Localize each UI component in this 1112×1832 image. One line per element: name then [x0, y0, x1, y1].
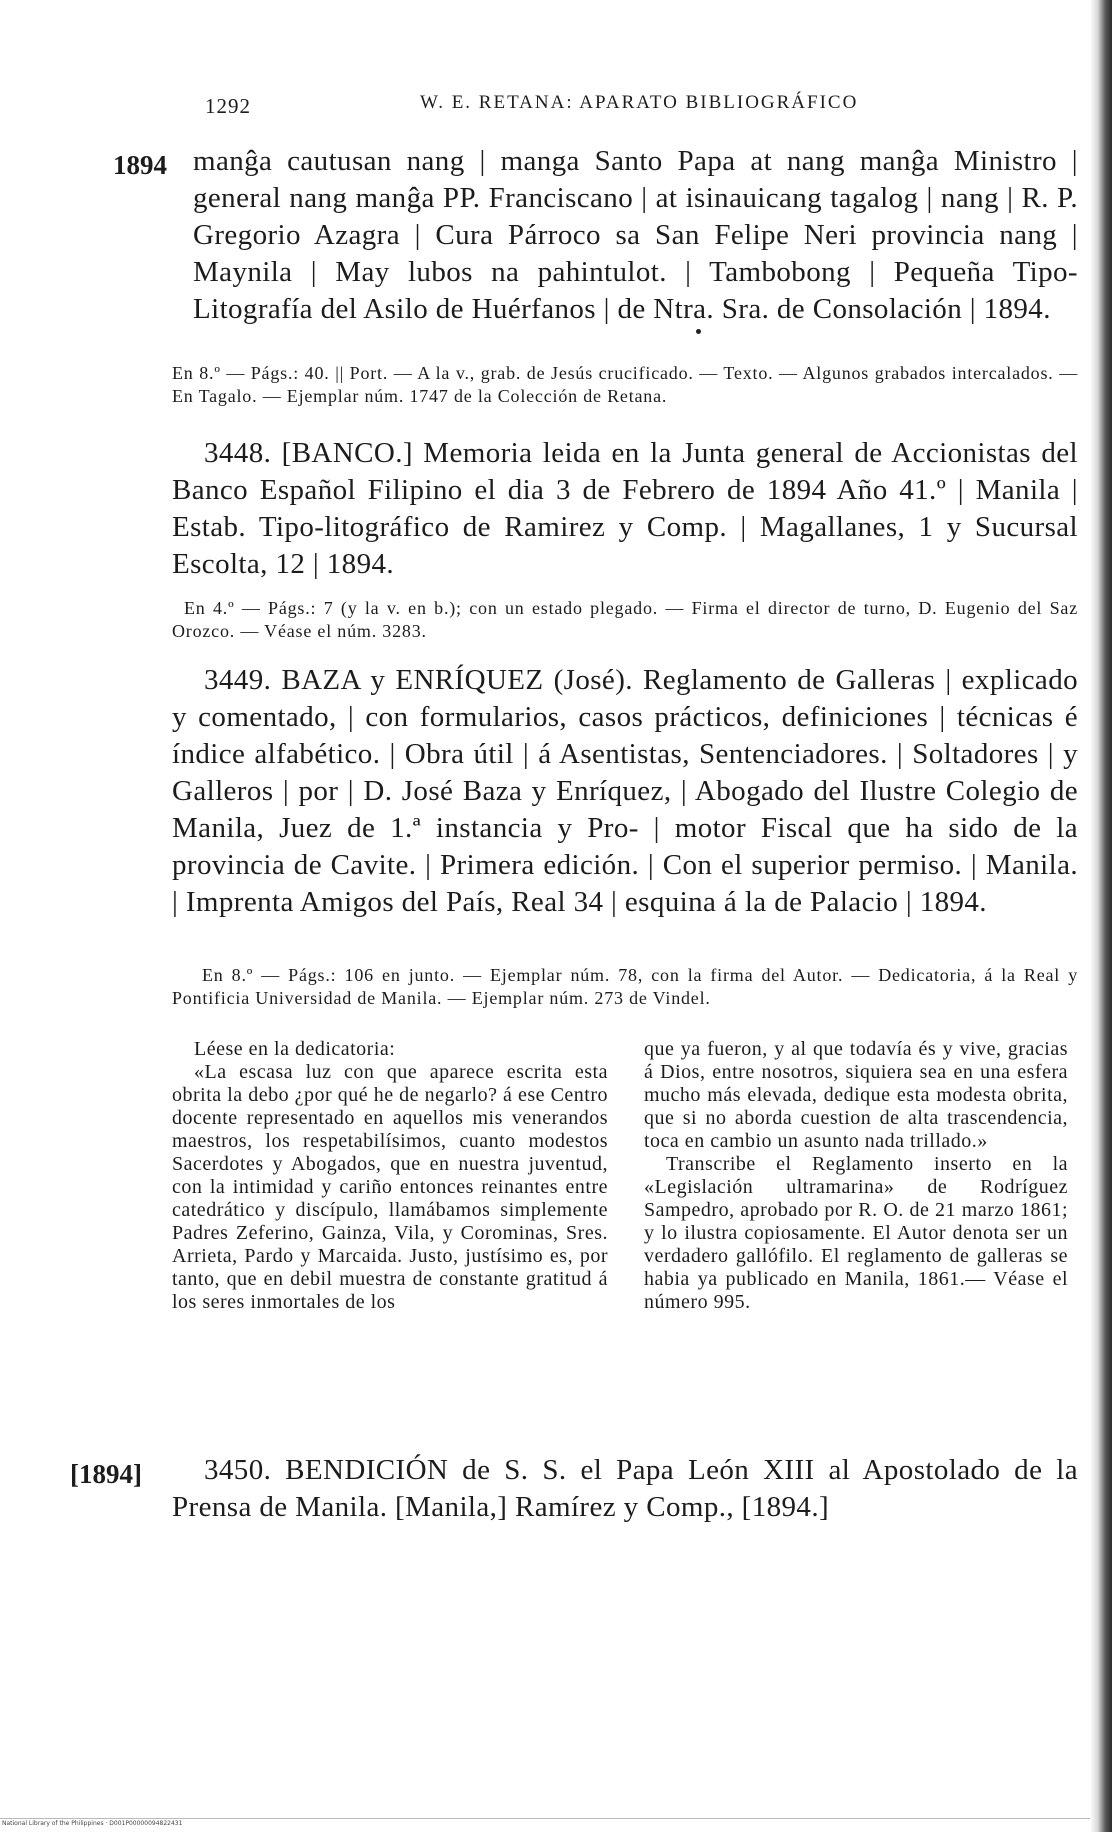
entry-3449-right-column	[644, 1038, 1068, 1314]
entry-3450-text: 3450. BENDICIÓN de S. S. el Papa León XIII al Apostolado de la Prensa de Manila. [Manila,] Ramírez y Comp., [1894.]	[172, 1454, 1078, 1523]
column-paragraph: Transcribe el Reglamento inserto en la «Legislación ultramarina» de Rodríguez Sampedro, aprobado por R. O. de 21 marzo 1861; y lo ilustra copiosamente. El Autor denota ser un verdadero gallófilo. El reglamento de galleras se habia ya publicado en Manila, 1861.— Véase el número 995.	[644, 1153, 1068, 1313]
entry-continued-note: En 8.º — Págs.: 40. || Port. — A la v., grab. de Jesús crucificado. — Texto. — Algunos grabados intercalados. — En Tagalo. — Ejemplar núm. 1747 de la Colección de Retana.	[172, 363, 1078, 406]
column-paragraph: Léese en la dedicatoria:	[194, 1038, 396, 1060]
column-paragraph: que ya fueron, y al que todavía és y vive, gracias á Dios, entre nosotros, siquiera sea en una esfera mucho más elevada, dedique esta modesta obrita, que si no aborda cuestion de alta trascendencia, toca en cambio un asunto nada trillado.»	[644, 1038, 1068, 1152]
footer-credit: National Library of the Philippines · D001P00000094822431	[2, 1820, 183, 1827]
page-number: 1292	[205, 94, 251, 118]
entry-3448-note: En 4.º — Págs.: 7 (y la v. en b.); con un estado plegado. — Firma el director de turno, D. Eugenio del Saz Orozco. — Véase el núm. 3283.	[172, 598, 1078, 641]
entry-3449-left-column	[172, 1038, 608, 1314]
print-speck	[696, 329, 701, 334]
entry-3449-note: En 8.º — Págs.: 106 en junto. — Ejemplar núm. 78, con la firma del Autor. — Dedicatoria, á la Real y Pontificia Universidad de Manila. — Ejemplar núm. 273 de Vindel.	[172, 965, 1078, 1008]
column-paragraph: «La escasa luz con que aparece escrita esta obrita la debo ¿por qué he de negarlo? á ese Centro docente representado en aquellos mis venerandos maestros, los respetabilísimos, cuanto modestos Sacerdotes y Abogados, que en nuestra juventud, con la intimidad y cariño entonces reinantes entre catedrático y discípulo, llamábamos simplemente Padres Zeferino, Gainza, Vila, y Corominas, Sres. Arrieta, Pardo y Marcaida. Justo, justísimo es, por tanto, que en debil muestra de constante gratitud á los seres inmortales de los	[172, 1061, 608, 1313]
entry-continued-text: manĝa cautusan nang | manga Santo Papa at nang manĝa Ministro | general nang manĝa PP. Franciscano | at isinauicang tagalog | nang | R. P. Gregorio Azagra | Cura Párroco sa San Felipe Neri provincia nang | Maynila | May lubos na pahintulot. | Tambobong | Pequeña Tipo-Litografía del Asilo de Huérfanos | de Ntra. Sra. de Consolación | 1894.	[193, 145, 1078, 325]
footer-rule	[0, 1818, 1090, 1819]
entry-year-margin: 1894	[113, 150, 167, 180]
entry-3449-text: 3449. BAZA y ENRÍQUEZ (José). Reglamento de Galleras | explicado y comentado, | con formularios, casos prácticos, definiciones | técnicas é índice alfabético. | Obra útil | á Asentistas, Sentenciadores. | Soltadores | y Galleros | por | D. José Baza y Enríquez, | Abogado del Ilustre Colegio de Manila, Juez de 1.ª instancia y Pro- | motor Fiscal que ha sido de la provincia de Cavite. | Primera edición. | Con el superior permiso. | Manila. | Imprenta Amigos del País, Real 34 | esquina á la de Palacio | 1894.	[172, 664, 1078, 918]
page-edge-shadow	[1090, 0, 1112, 1832]
running-title: W. E. RETANA: APARATO BIBLIOGRÁFICO	[420, 92, 859, 113]
entry-3448-text: 3448. [BANCO.] Memoria leida en la Junta general de Accionistas del Banco Español Filipino el dia 3 de Febrero de 1894 Año 41.º | Manila | Estab. Tipo-litográfico de Ramirez y Comp. | Magallanes, 1 y Sucursal Escolta, 12 | 1894.	[172, 437, 1078, 580]
page-header	[0, 88, 1070, 118]
entry-3450-year-margin: [1894]	[70, 1459, 142, 1489]
